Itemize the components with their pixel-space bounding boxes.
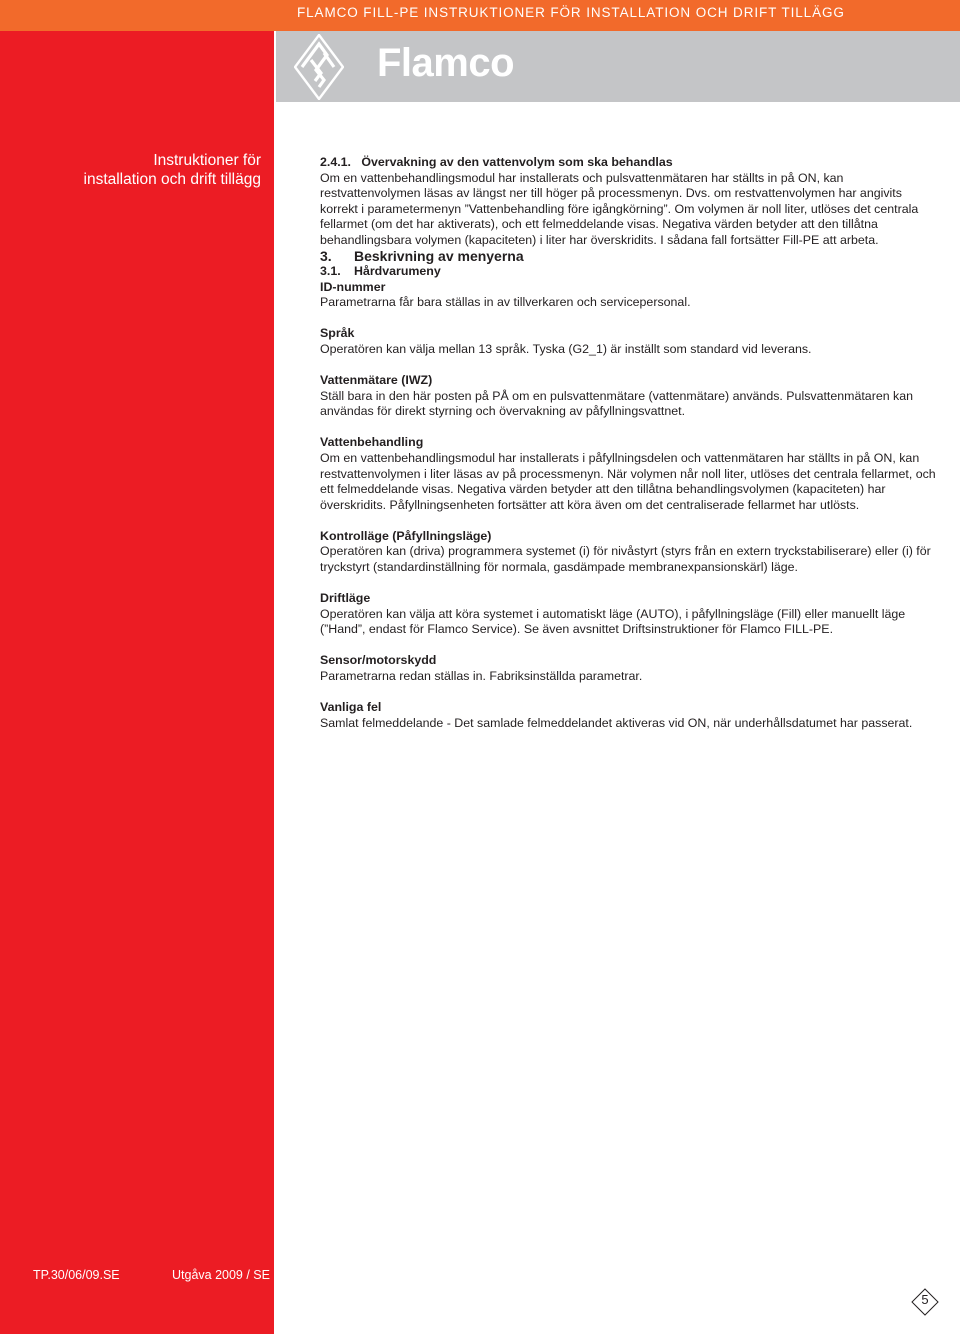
item-text: Om en vattenbehandlingsmodul har installerats i påfyllningsdelen och vattenmätaren har ställts in på ON, kan restvattenvolymen i liter läsas av på processmenyn. När volymen når noll liter, utlöses det centrala fellarmet, och ett felmeddelande visas. Negativa värden betyder att den tillåtna behandlingsvolymen (kapaciteten) har överskridits. Påfyllningsenheten fortsätter att köra även om det centraliserade fellarmet har utlösts. [320,451,936,512]
edition-label: Utgåva 2009 / SE [172,1268,270,1282]
menu-item-vattenbehandling [320,435,942,513]
section-title: Övervakning av den vattenvolym som ska behandlas [361,155,673,169]
chapter-heading [320,249,942,265]
item-label: Vattenbehandling [320,435,424,450]
sidebar-title-line1: Instruktioner för [153,152,261,169]
subsection-title: Hårdvarumeny [354,264,441,279]
item-text: Ställ bara in den här posten på PÅ om en pulsvattenmätare (vattenmätare) används. Pulsvattenmätaren kan användas för direkt styrning och övervakning av påfyllningsvattnet. [320,388,914,419]
item-label: ID-nummer [320,279,386,294]
chapter-number: 3. [320,247,332,264]
menu-item-vanliga-fel [320,700,942,731]
item-label: Språk [320,326,355,341]
item-text: Samlat felmeddelande - Det samlade felmeddelandet aktiveras vid ON, när underhållsdatumet har passerat. [320,715,913,730]
section-2-4-1 [320,155,942,249]
menu-item-sensor-motorskydd [320,653,942,684]
logo-band [276,31,960,102]
chapter-title: Beskrivning av menyerna [354,247,524,264]
subsection-heading [320,264,942,280]
menu-item-vattenmatare [320,373,942,420]
menu-item-kontrollage [320,529,942,576]
item-text: Operatören kan välja att köra systemet i automatiskt läge (AUTO), i påfyllningsläge (Fill) eller manuellt läge (”Hand”, endast för Flamco Service). Se även avsnittet Driftsinstruktioner för Flamco FILL-PE. [320,606,906,637]
item-label: Vanliga fel [320,700,382,715]
flamco-diamond-logo-icon [294,34,344,100]
item-label: Kontrolläge (Påfyllningsläge) [320,528,492,543]
item-text: Parametrarna får bara ställas in av tillverkaren och servicepersonal. [320,295,691,310]
sidebar-title [11,151,261,189]
document-body [320,155,942,731]
brand-logo-text: Flamco [377,41,515,85]
document-code: TP.30/06/09.SE [33,1268,120,1282]
page-number: 5 [921,1292,929,1307]
header-bar [0,0,960,31]
item-label: Driftläge [320,591,371,606]
section-number: 2.4.1. [320,155,352,169]
item-label: Sensor/motorskydd [320,653,437,668]
item-text: Parametrarna redan ställas in. Fabriksinställda parametrar. [320,669,643,684]
menu-item-sprak [320,326,942,357]
item-label: Vattenmätare (IWZ) [320,373,433,388]
item-text: Operatören kan (driva) programmera systemet (i) för nivåstyrt (styrs från en extern tryckstabiliserare) eller (i) för tryckstyrt (standardinställning för normala, gasdämpade membranexpansionskärl) läge. [320,544,931,575]
document-title: FLAMCO FILL-PE INSTRUKTIONER FÖR INSTALLATION OCH DRIFT TILLÄGG [297,5,845,20]
item-text: Operatören kan välja mellan 13 språk. Tyska (G2_1) är inställt som standard vid leverans. [320,342,812,357]
sidebar [0,31,274,1334]
menu-item-id-nummer [320,280,942,311]
subsection-number: 3.1. [320,264,341,279]
section-heading [320,155,942,171]
sidebar-title-line2: installation och drift tillägg [83,171,261,188]
menu-item-driftlage [320,591,942,638]
section-paragraph: Om en vattenbehandlingsmodul har installerats och pulsvattenmätaren har ställts in på ON, kan restvattenvolymen läsas av längst ner till höger på processmenyn. Dvs. om restvattenvolymen har angivits korrekt i parametermenyn ”Vattenbehandling före igångkörning”. Om volymen är noll liter, utlöses det centrala fellarmet (om det har aktiverats), och ett felmeddelande visas. Negativa värden betyder att den tillåtna behandlingsbara volymen (kapaciteten) i liter har överskridits. I sådana fall fortsätter Fill-PE att arbeta. [320,170,919,247]
